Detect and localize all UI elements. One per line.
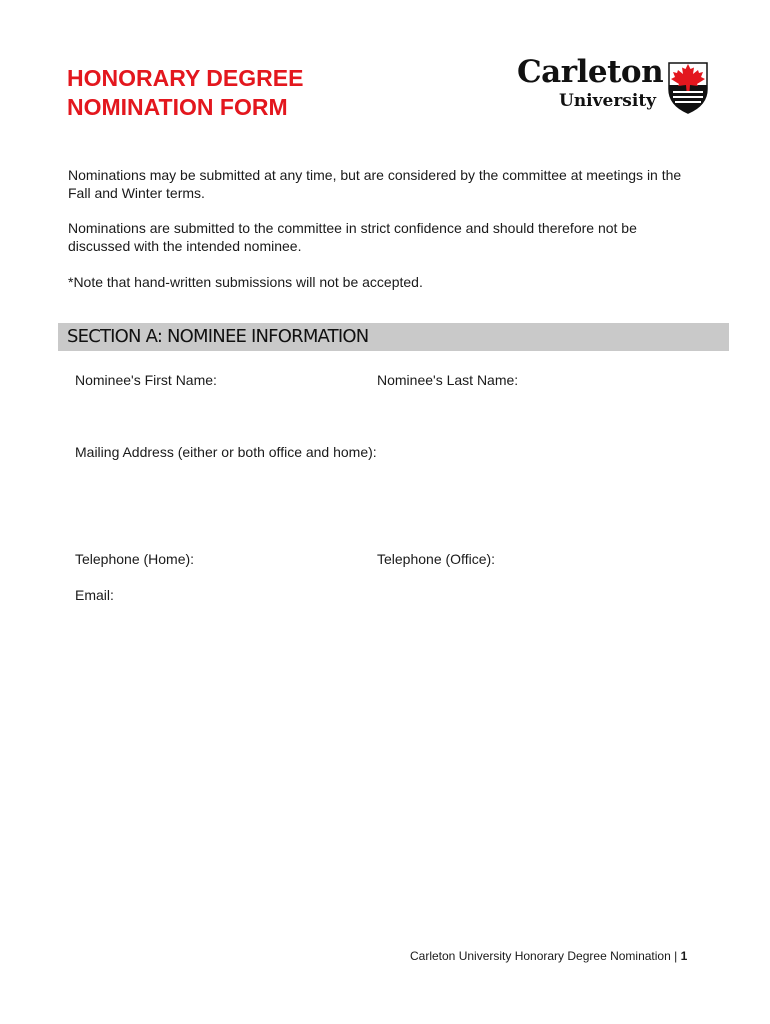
- intro-note: *Note that hand-written submissions will not be accepted.: [68, 274, 423, 290]
- mailing-address-field[interactable]: [75, 462, 715, 542]
- footer-text: Carleton University Honorary Degree Nomination |: [410, 949, 681, 963]
- intro-paragraph-1: Nominations may be submitted at any time, but are considered by the committee at meetings in the Fall and Winter terms.: [68, 167, 682, 201]
- phone-home-field[interactable]: [75, 568, 365, 584]
- page-footer: [410, 949, 687, 963]
- logo-word-carleton: Carleton: [517, 54, 664, 90]
- phone-home-label: Telephone (Home):: [75, 551, 195, 567]
- logo-word-university: University: [559, 91, 657, 111]
- last-name-label: Nominee's Last Name:: [377, 372, 519, 388]
- section-a-heading: SECTION A: NOMINEE INFORMATION: [67, 326, 369, 347]
- email-label: Email:: [75, 587, 114, 603]
- shield-maple-leaf-icon: [665, 59, 711, 115]
- page-number: 1: [680, 949, 688, 963]
- carleton-logo: [517, 54, 713, 118]
- intro-paragraph-2: Nominations are submitted to the committee in strict confidence and should therefore not be discussed with the intended nominee.: [68, 220, 637, 254]
- phone-office-label: Telephone (Office):: [377, 551, 496, 567]
- mailing-address-label: Mailing Address (either or both office and home):: [75, 444, 377, 460]
- title-line-1: HONORARY DEGREE: [67, 65, 304, 91]
- last-name-field[interactable]: [377, 390, 717, 430]
- first-name-label: Nominee's First Name:: [75, 372, 217, 388]
- email-field[interactable]: [75, 605, 715, 635]
- section-a-header: [58, 323, 729, 351]
- title-line-2: NOMINATION FORM: [67, 94, 288, 120]
- form-title: [67, 64, 397, 122]
- first-name-field[interactable]: [75, 390, 365, 430]
- phone-office-field[interactable]: [377, 568, 717, 584]
